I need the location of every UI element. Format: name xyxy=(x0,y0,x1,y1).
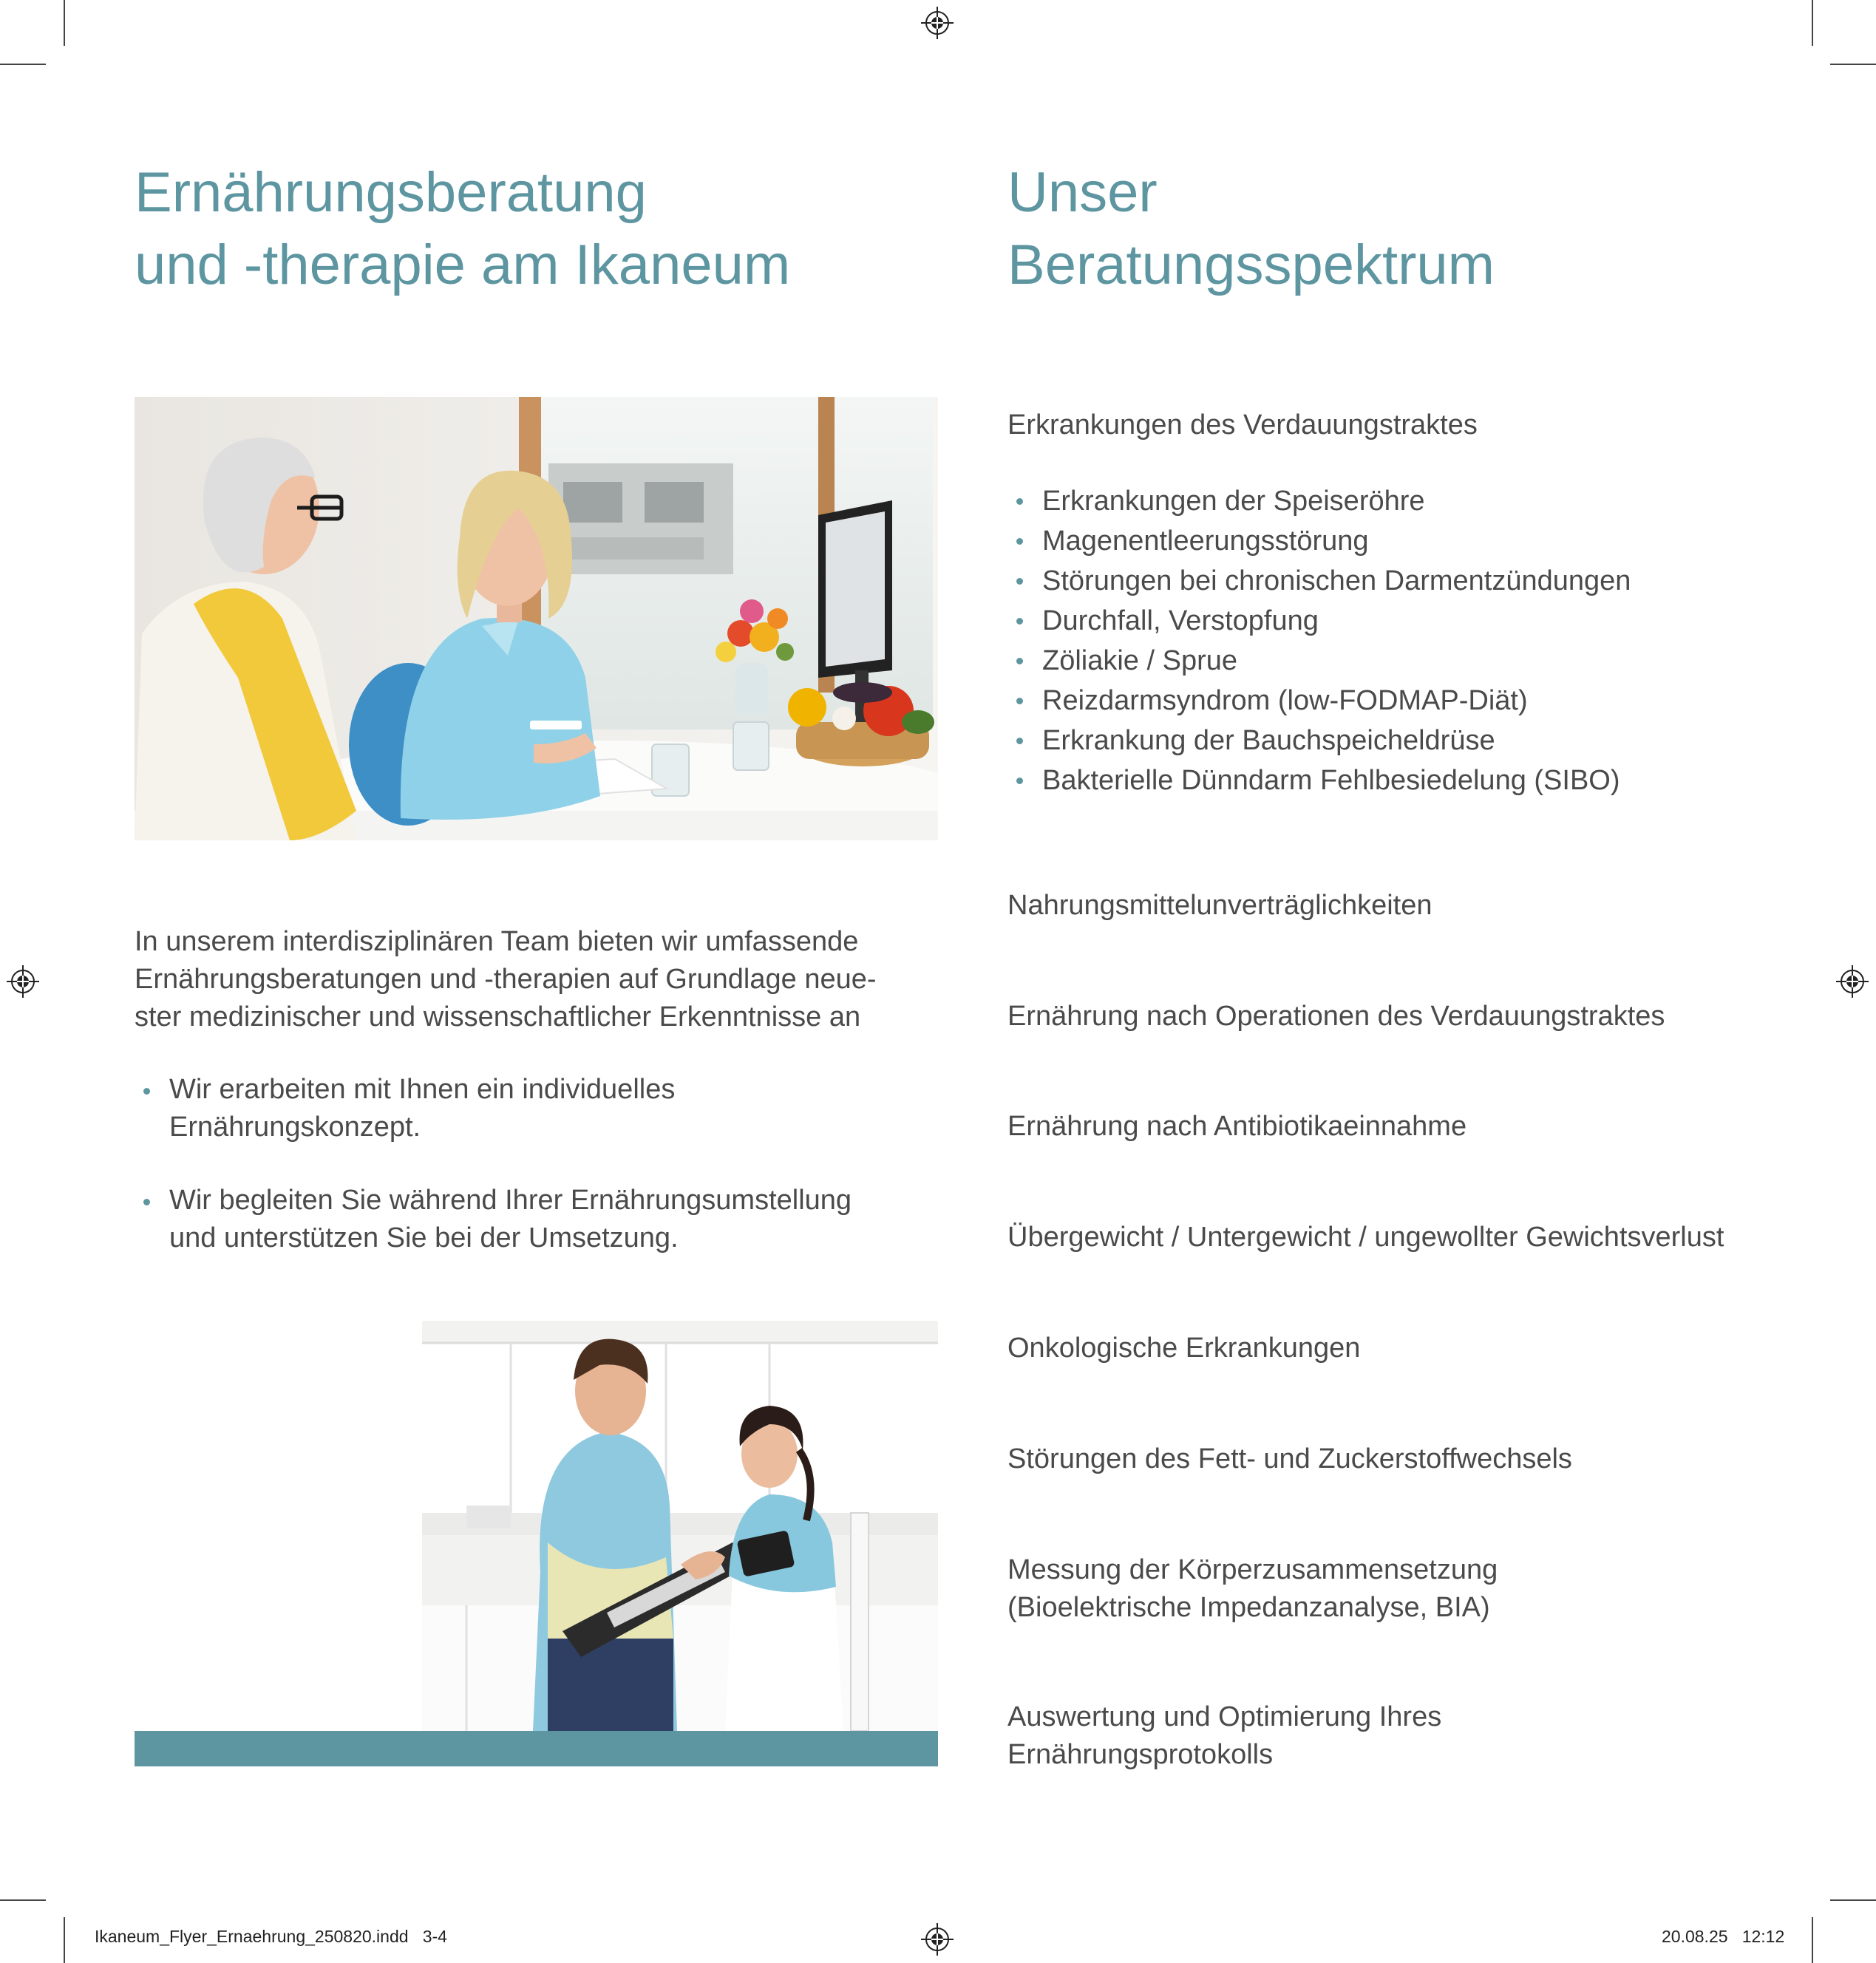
topic-bia: Messung der Körperzusammensetzung (Bioelektrische Impedanzanalyse, BIA) xyxy=(1007,1554,1498,1623)
bia-measurement-photo xyxy=(422,1321,938,1731)
intro-line: Ernährungsberatungen und -therapien auf Grundlage neue- xyxy=(135,964,877,995)
crop-mark xyxy=(1830,1899,1876,1901)
crop-mark xyxy=(64,0,65,46)
bia-measurement-illustration xyxy=(422,1321,938,1731)
topic-intolerances: Nahrungsmittelunverträglichkeiten xyxy=(1007,890,1433,921)
slug-filename: Ikaneum_Flyer_Ernaehrung_250820.indd 3-4 xyxy=(95,1927,447,1946)
consultation-photo-illustration xyxy=(135,397,938,840)
crop-mark xyxy=(1812,1917,1813,1963)
list-item: Bakterielle Dünndarm Fehlbesiedelung (SIBO) xyxy=(1007,761,1631,800)
registration-mark-icon xyxy=(1836,965,1869,998)
topic-food-diary: Auswertung und Optimierung Ihres Ernährungsprotokolls xyxy=(1007,1701,1442,1770)
intro-line: ster medizinischer und wissenschaftlicher Erkenntnisse an xyxy=(135,1001,861,1032)
list-item: Störungen bei chronischen Darmentzündungen xyxy=(1007,561,1631,601)
list-item: Durchfall, Verstopfung xyxy=(1007,601,1631,641)
digestive-section-title: Erkrankungen des Verdauungstraktes xyxy=(1007,409,1478,440)
crop-mark xyxy=(64,1917,65,1963)
registration-mark-icon xyxy=(921,7,954,39)
left-heading-line2: und -therapie am Ikaneum xyxy=(135,234,791,296)
crop-mark xyxy=(0,64,46,65)
approach-bullet-list xyxy=(135,1071,852,1257)
list-item: Erkrankung der Bauchspeicheldrüse xyxy=(1007,721,1631,761)
registration-mark-icon xyxy=(921,1923,954,1956)
list-item: Wir begleiten Sie während Ihrer Ernährungsumstellung und unterstützen Sie bei der Umsetzung. xyxy=(135,1182,852,1257)
right-heading-line2: Beratungsspektrum xyxy=(1007,234,1495,296)
left-heading xyxy=(135,157,790,302)
registration-mark-icon xyxy=(7,965,39,998)
intro-paragraph xyxy=(135,923,877,1036)
topic-oncology: Onkologische Erkrankungen xyxy=(1007,1333,1361,1364)
topic-metabolism: Störungen des Fett- und Zuckerstoffwechsels xyxy=(1007,1443,1572,1474)
list-item: Erkrankungen der Speiseröhre xyxy=(1007,481,1631,521)
crop-mark xyxy=(1830,64,1876,65)
crop-mark xyxy=(1812,0,1813,46)
right-heading xyxy=(1007,157,1495,302)
accent-bar xyxy=(135,1731,938,1766)
list-item: Zöliakie / Sprue xyxy=(1007,641,1631,681)
list-item: Magenentleerungsstörung xyxy=(1007,521,1631,561)
intro-line: In unserem interdisziplinären Team bieten wir umfassende xyxy=(135,926,859,957)
crop-mark xyxy=(0,1899,46,1901)
digestive-conditions-list xyxy=(1007,481,1631,800)
slug-datetime: 20.08.25 12:12 xyxy=(1662,1927,1785,1946)
list-item: Reizdarmsyndrom (low-FODMAP-Diät) xyxy=(1007,681,1631,721)
topic-post-surgery: Ernährung nach Operationen des Verdauungstraktes xyxy=(1007,1001,1665,1032)
consultation-photo xyxy=(135,397,938,840)
list-item: Wir erarbeiten mit Ihnen ein individuelles Ernährungskonzept. xyxy=(135,1071,852,1146)
right-heading-line1: Unser xyxy=(1007,161,1158,224)
topic-antibiotics: Ernährung nach Antibiotikaeinnahme xyxy=(1007,1111,1467,1142)
left-heading-line1: Ernährungsberatung xyxy=(135,161,647,224)
topic-weight: Übergewicht / Untergewicht / ungewollter Gewichtsverlust xyxy=(1007,1222,1724,1253)
